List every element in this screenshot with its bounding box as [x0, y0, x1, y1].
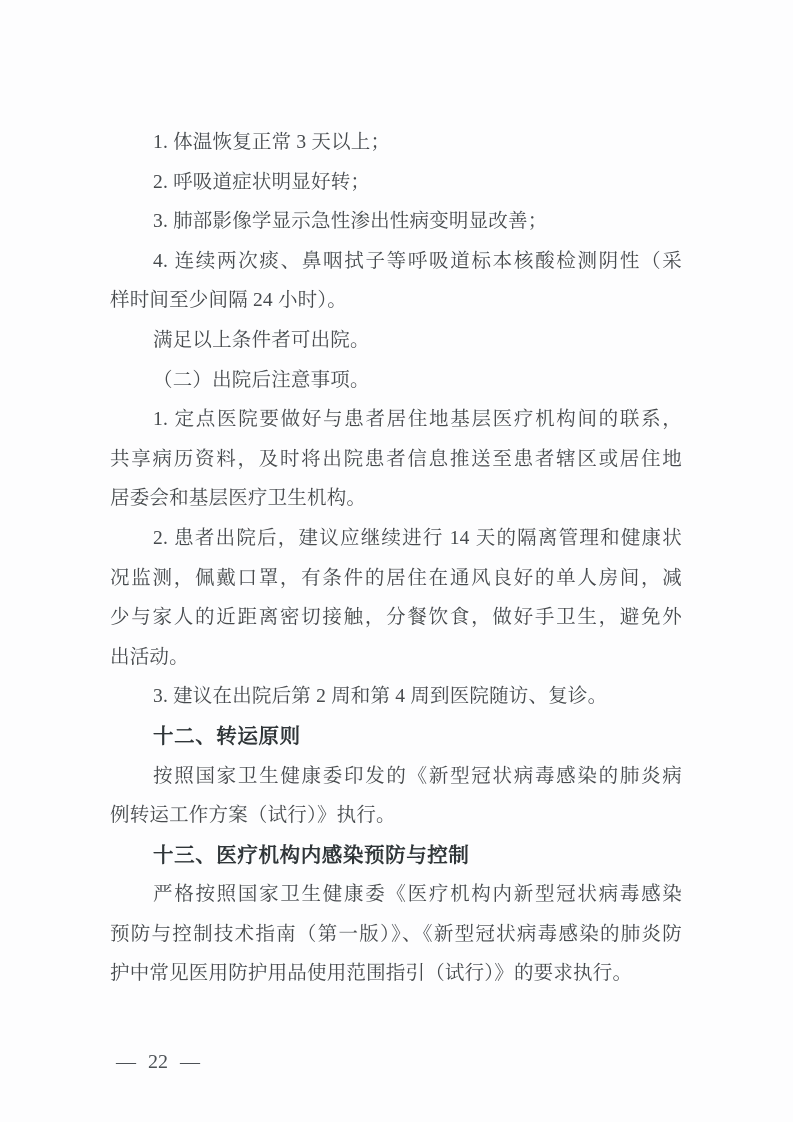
paragraph	[110, 757, 682, 836]
page-number: 22	[148, 1051, 168, 1073]
paragraph	[110, 677, 682, 717]
section-heading	[110, 717, 682, 757]
text-line: 样时间至少间隔 24 小时）。	[110, 290, 348, 312]
paragraph	[110, 242, 682, 321]
text-line: 十三、医疗机构内感染预防与控制	[153, 843, 470, 867]
text-line: 例转运工作方案（试行）》执行。	[110, 805, 396, 827]
text-line: 满足以上条件者可出院。	[153, 329, 370, 351]
text-line: 1. 体温恢复正常 3 天以上；	[153, 132, 391, 153]
text-line: 况监测，佩戴口罩，有条件的居住在通风良好的单人房间，减	[110, 567, 682, 589]
text-line: 共享病历资料，及时将出院患者信息推送至患者辖区或居住地	[110, 448, 682, 470]
paragraph	[110, 163, 682, 203]
footer-dash-left: —	[116, 1051, 136, 1073]
footer-dash-right: —	[180, 1051, 200, 1073]
text-line: 严格按照国家卫生健康委《医疗机构内新型冠状病毒感染	[153, 884, 682, 906]
text-line: 按照国家卫生健康委印发的《新型冠状病毒感染的肺炎病	[153, 765, 682, 787]
paragraph	[110, 519, 682, 677]
text-line: 出活动。	[110, 646, 189, 668]
document-body	[110, 123, 682, 994]
text-line: 十二、转运原则	[153, 724, 301, 748]
text-line: 预防与控制技术指南（第一版）》、《新型冠状病毒感染的肺炎防	[110, 923, 682, 945]
text-line: （二）出院后注意事项。	[153, 369, 370, 391]
paragraph	[110, 400, 682, 519]
paragraph	[110, 321, 682, 361]
text-line: 护中常见医用防护用品使用范围指引（试行）》的要求执行。	[110, 963, 633, 985]
text-line: 1. 定点医院要做好与患者居住地基层医疗机构间的联系，	[153, 409, 682, 431]
text-line: 2. 患者出院后，建议应继续进行 14 天的隔离管理和健康状	[153, 527, 682, 549]
text-line: 2. 呼吸道症状明显好转；	[153, 171, 371, 193]
page-footer	[116, 1042, 200, 1082]
section-heading	[110, 836, 682, 876]
paragraph	[110, 361, 682, 401]
paragraph	[110, 123, 682, 163]
text-line: 4. 连续两次痰、鼻咽拭子等呼吸道标本核酸检测阴性（采	[153, 250, 682, 272]
text-line: 少与家人的近距离密切接触，分餐饮食，做好手卫生，避免外	[110, 607, 682, 629]
text-line: 居委会和基层医疗卫生机构。	[110, 488, 367, 510]
text-line: 3. 肺部影像学显示急性渗出性病变明显改善；	[153, 211, 548, 233]
paragraph	[110, 202, 682, 242]
text-line: 3. 建议在出院后第 2 周和第 4 周到医院随访、复诊。	[153, 686, 608, 708]
paragraph	[110, 875, 682, 994]
